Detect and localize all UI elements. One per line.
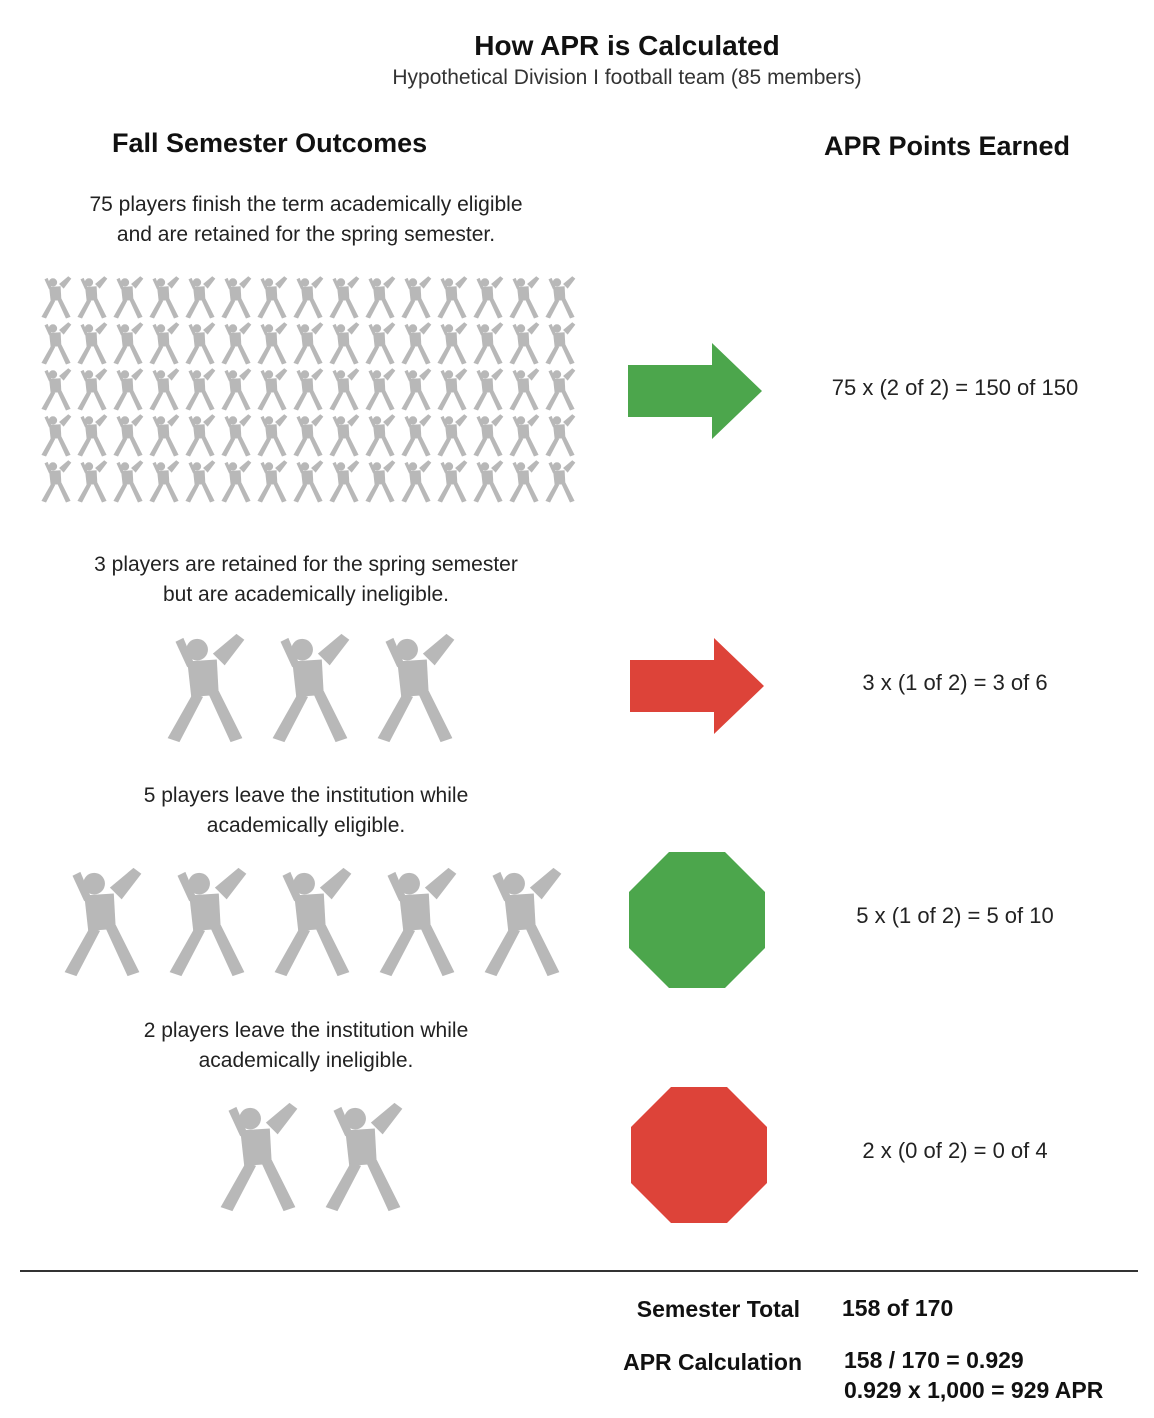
- player-silhouette-icon: [288, 320, 328, 366]
- player-silhouette-icon: [540, 412, 580, 458]
- player-silhouette-icon: [144, 320, 184, 366]
- player-silhouette-icon: [324, 274, 364, 320]
- player-silhouette-icon: [216, 366, 256, 412]
- player-silhouette-icon: [252, 412, 292, 458]
- player-silhouette-icon: [36, 366, 76, 412]
- player-silhouette-icon: [360, 458, 400, 504]
- semester-total-label: Semester Total: [636, 1296, 800, 1322]
- player-silhouette-icon: [432, 366, 472, 412]
- player-silhouette-icon: [262, 862, 362, 980]
- player-silhouette-icon: [432, 274, 472, 320]
- outcome-2-formula: 3 x (1 of 2) = 3 of 6: [862, 670, 1048, 695]
- player-silhouette-icon: [504, 366, 544, 412]
- semester-total-value: 158 of 170: [842, 1295, 954, 1321]
- outcome-4-line-1: 2 players leave the institution while: [143, 1019, 469, 1042]
- player-silhouette-icon: [260, 628, 360, 746]
- player-silhouette-icon: [252, 366, 292, 412]
- player-silhouette-icon: [504, 458, 544, 504]
- player-silhouette-icon: [432, 412, 472, 458]
- player-silhouette-icon: [396, 320, 436, 366]
- summary-divider: [20, 1270, 1138, 1272]
- player-silhouette-icon: [396, 458, 436, 504]
- player-silhouette-icon: [324, 458, 364, 504]
- player-silhouette-icon: [72, 366, 112, 412]
- outcome-1-description: [30, 190, 582, 250]
- player-silhouette-icon: [216, 274, 256, 320]
- player-silhouette-icon: [313, 1097, 413, 1215]
- outcome-1-formula: 75 x (2 of 2) = 150 of 150: [831, 375, 1079, 400]
- outcome-1-player-grid: [36, 274, 576, 504]
- player-silhouette-icon: [180, 320, 220, 366]
- outcome-1-line-1: 75 players finish the term academically eligible: [89, 193, 523, 216]
- player-silhouette-icon: [472, 862, 572, 980]
- outcome-4-player-row: [208, 1097, 418, 1215]
- player-silhouette-icon: [208, 1097, 308, 1215]
- player-silhouette-icon: [144, 274, 184, 320]
- player-silhouette-icon: [468, 366, 508, 412]
- outcome-4-formula: 2 x (0 of 2) = 0 of 4: [862, 1138, 1048, 1163]
- player-silhouette-icon: [468, 412, 508, 458]
- player-silhouette-icon: [468, 458, 508, 504]
- player-silhouette-icon: [288, 458, 328, 504]
- right-column-heading: APR Points Earned: [824, 131, 1071, 161]
- outcome-3-formula: 5 x (1 of 2) = 5 of 10: [856, 903, 1054, 928]
- player-silhouette-icon: [180, 458, 220, 504]
- outcome-3-line-2: academically eligible.: [206, 814, 406, 837]
- player-silhouette-icon: [180, 366, 220, 412]
- player-silhouette-icon: [324, 320, 364, 366]
- player-silhouette-icon: [504, 412, 544, 458]
- diagram-title: How APR is Calculated: [474, 30, 780, 61]
- outcome-4-line-2: academically ineligible.: [198, 1049, 414, 1072]
- player-silhouette-icon: [360, 320, 400, 366]
- player-silhouette-icon: [540, 458, 580, 504]
- player-silhouette-icon: [396, 274, 436, 320]
- diagram-subtitle: Hypothetical Division I football team (85 members): [392, 66, 862, 89]
- outcome-1-line-2: and are retained for the spring semester.: [116, 223, 496, 246]
- outcome-3-line-1: 5 players leave the institution while: [143, 784, 469, 807]
- outcome-2-description: [30, 550, 582, 610]
- player-silhouette-icon: [367, 862, 467, 980]
- player-silhouette-icon: [360, 366, 400, 412]
- player-silhouette-icon: [288, 274, 328, 320]
- apr-calculation-line-1: 158 / 170 = 0.929: [844, 1347, 1024, 1373]
- player-silhouette-icon: [144, 412, 184, 458]
- apr-calculation-label: APR Calculation: [623, 1349, 802, 1375]
- outcome-1-green-arrow-icon: [628, 343, 762, 439]
- player-silhouette-icon: [468, 320, 508, 366]
- player-silhouette-icon: [36, 320, 76, 366]
- player-silhouette-icon: [504, 320, 544, 366]
- player-silhouette-icon: [144, 458, 184, 504]
- player-silhouette-icon: [396, 366, 436, 412]
- outcome-4-red-stop-icon: [631, 1087, 767, 1223]
- player-silhouette-icon: [216, 320, 256, 366]
- player-silhouette-icon: [144, 366, 184, 412]
- player-silhouette-icon: [155, 628, 255, 746]
- player-silhouette-icon: [252, 274, 292, 320]
- player-silhouette-icon: [108, 366, 148, 412]
- player-silhouette-icon: [288, 412, 328, 458]
- player-silhouette-icon: [288, 366, 328, 412]
- player-silhouette-icon: [72, 458, 112, 504]
- player-silhouette-icon: [180, 274, 220, 320]
- player-silhouette-icon: [324, 412, 364, 458]
- player-silhouette-icon: [36, 412, 76, 458]
- outcome-2-red-arrow-icon: [630, 638, 764, 734]
- outcome-3-description: [30, 781, 582, 841]
- player-silhouette-icon: [108, 274, 148, 320]
- player-silhouette-icon: [540, 366, 580, 412]
- apr-calculation-line-2: 0.929 x 1,000 = 929 APR: [844, 1377, 1104, 1403]
- player-silhouette-icon: [396, 412, 436, 458]
- player-silhouette-icon: [180, 412, 220, 458]
- player-silhouette-icon: [72, 320, 112, 366]
- left-column-heading: Fall Semester Outcomes: [112, 128, 428, 158]
- player-silhouette-icon: [432, 458, 472, 504]
- player-silhouette-icon: [36, 458, 76, 504]
- outcome-3-green-stop-icon: [629, 852, 765, 988]
- player-silhouette-icon: [252, 458, 292, 504]
- player-silhouette-icon: [468, 274, 508, 320]
- player-silhouette-icon: [108, 320, 148, 366]
- outcome-4-description: [30, 1016, 582, 1076]
- outcome-2-line-1: 3 players are retained for the spring semester: [94, 553, 518, 576]
- player-silhouette-icon: [252, 320, 292, 366]
- player-silhouette-icon: [52, 862, 152, 980]
- player-silhouette-icon: [504, 274, 544, 320]
- player-silhouette-icon: [432, 320, 472, 366]
- player-silhouette-icon: [108, 412, 148, 458]
- player-silhouette-icon: [157, 862, 257, 980]
- outcome-2-line-2: but are academically ineligible.: [163, 583, 449, 606]
- player-silhouette-icon: [324, 366, 364, 412]
- player-silhouette-icon: [360, 412, 400, 458]
- player-silhouette-icon: [360, 274, 400, 320]
- player-silhouette-icon: [540, 320, 580, 366]
- player-silhouette-icon: [365, 628, 465, 746]
- outcome-3-player-row: [52, 862, 577, 980]
- player-silhouette-icon: [72, 412, 112, 458]
- player-silhouette-icon: [72, 274, 112, 320]
- player-silhouette-icon: [216, 412, 256, 458]
- player-silhouette-icon: [36, 274, 76, 320]
- player-silhouette-icon: [216, 458, 256, 504]
- player-silhouette-icon: [540, 274, 580, 320]
- player-silhouette-icon: [108, 458, 148, 504]
- outcome-2-player-row: [155, 628, 470, 746]
